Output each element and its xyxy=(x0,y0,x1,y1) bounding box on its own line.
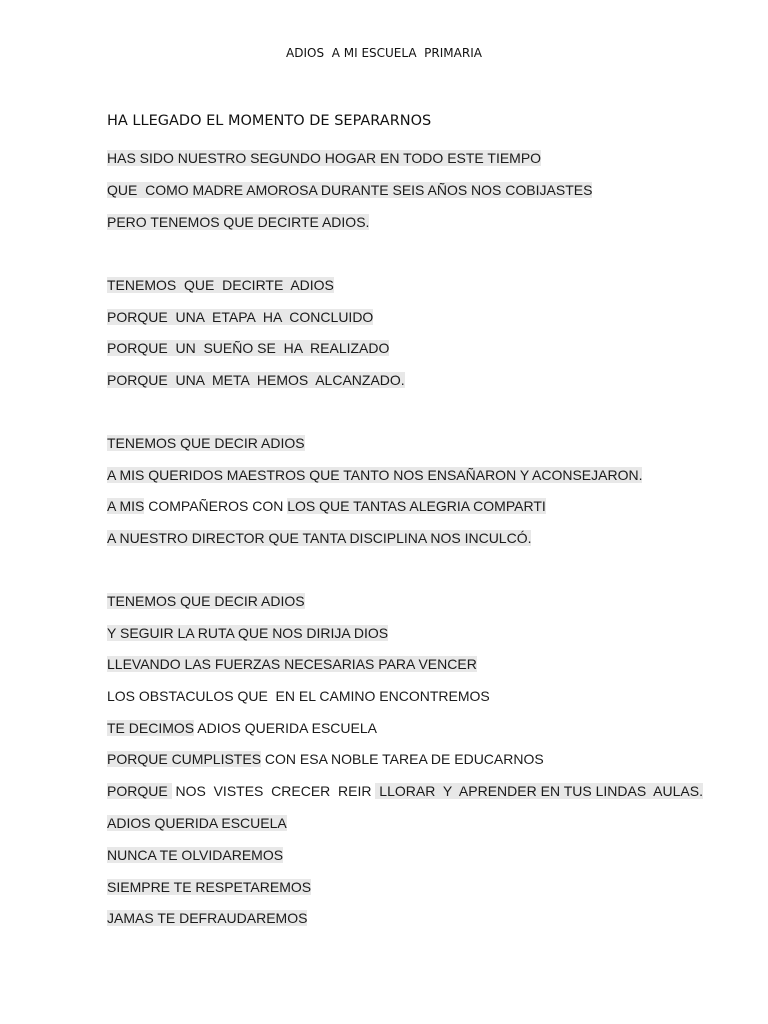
poem-line xyxy=(107,308,373,326)
line-segment: SIEMPRE TE RESPETAREMOS xyxy=(107,879,312,895)
poem-line xyxy=(107,782,703,800)
poem-line xyxy=(107,687,490,705)
line-segment: PORQUE CUMPLISTES xyxy=(107,751,262,767)
document-heading: HA LLEGADO EL MOMENTO DE SEPARARNOS xyxy=(107,113,432,129)
line-segment: TENEMOS QUE DECIRTE ADIOS xyxy=(107,277,334,293)
poem-line xyxy=(107,750,544,768)
poem-line xyxy=(107,655,477,673)
poem-line xyxy=(107,846,283,864)
line-segment: A MIS xyxy=(107,498,145,514)
line-segment: ADIOS QUERIDA ESCUELA xyxy=(107,815,287,831)
line-segment: LOS OBSTACULOS QUE EN EL CAMINO ENCONTREMOS xyxy=(107,688,490,704)
line-segment: TE DECIMOS xyxy=(107,720,195,736)
line-segment: NOS VISTES CRECER REIR xyxy=(171,783,376,799)
poem-line xyxy=(107,434,305,452)
line-segment: A NUESTRO DIRECTOR QUE TANTA DISCIPLINA NOS INCULCÓ. xyxy=(107,530,532,546)
line-segment: PORQUE xyxy=(107,783,172,799)
poem-line xyxy=(107,149,541,167)
poem-line xyxy=(107,624,388,642)
line-segment: LOS QUE TANTAS ALEGRIA COMPARTI xyxy=(287,498,546,514)
poem-line xyxy=(107,909,307,927)
poem-line xyxy=(107,466,642,484)
line-segment: NUNCA TE OLVIDAREMOS xyxy=(107,847,284,863)
poem-line xyxy=(107,276,334,294)
line-segment: TENEMOS QUE DECIR ADIOS xyxy=(107,593,305,609)
line-segment: Y SEGUIR LA RUTA QUE NOS DIRIJA DIOS xyxy=(107,625,389,641)
poem-line xyxy=(107,814,287,832)
line-segment: JAMAS TE DEFRAUDAREMOS xyxy=(107,910,308,926)
poem-line xyxy=(107,497,546,515)
poem-line xyxy=(107,371,405,389)
line-segment: QUE COMO MADRE AMOROSA DURANTE SEIS AÑOS NOS COBIJASTES xyxy=(107,182,593,198)
line-segment: HAS SIDO NUESTRO SEGUNDO HOGAR EN TODO ESTE TIEMPO xyxy=(107,150,542,166)
poem-line xyxy=(107,339,389,357)
poem-line xyxy=(107,878,311,896)
line-segment: PORQUE UNA META HEMOS ALCANZADO. xyxy=(107,372,405,388)
poem-line xyxy=(107,719,377,737)
document-title: ADIOS A MI ESCUELA PRIMARIA xyxy=(286,46,482,60)
line-segment: LLEVANDO LAS FUERZAS NECESARIAS PARA VENCER xyxy=(107,656,477,672)
line-segment: A MIS QUERIDOS MAESTROS QUE TANTO NOS ENSAÑARON Y ACONSEJARON. xyxy=(107,467,643,483)
poem-line xyxy=(107,592,305,610)
poem-line xyxy=(107,529,531,547)
line-segment: COMPAÑEROS CON xyxy=(144,498,288,514)
line-segment: ADIOS QUERIDA ESCUELA xyxy=(194,720,377,736)
line-segment: PERO TENEMOS QUE DECIRTE ADIOS. xyxy=(107,214,370,230)
line-segment: CON ESA NOBLE TAREA DE EDUCARNOS xyxy=(261,751,544,767)
poem-line xyxy=(107,213,369,231)
line-segment: TENEMOS QUE DECIR ADIOS xyxy=(107,435,305,451)
line-segment: PORQUE UNA ETAPA HA CONCLUIDO xyxy=(107,309,374,325)
poem-line xyxy=(107,181,592,199)
line-segment: PORQUE UN SUEÑO SE HA REALIZADO xyxy=(107,340,390,356)
line-segment: LLORAR Y APRENDER EN TUS LINDAS AULAS. xyxy=(375,783,703,799)
